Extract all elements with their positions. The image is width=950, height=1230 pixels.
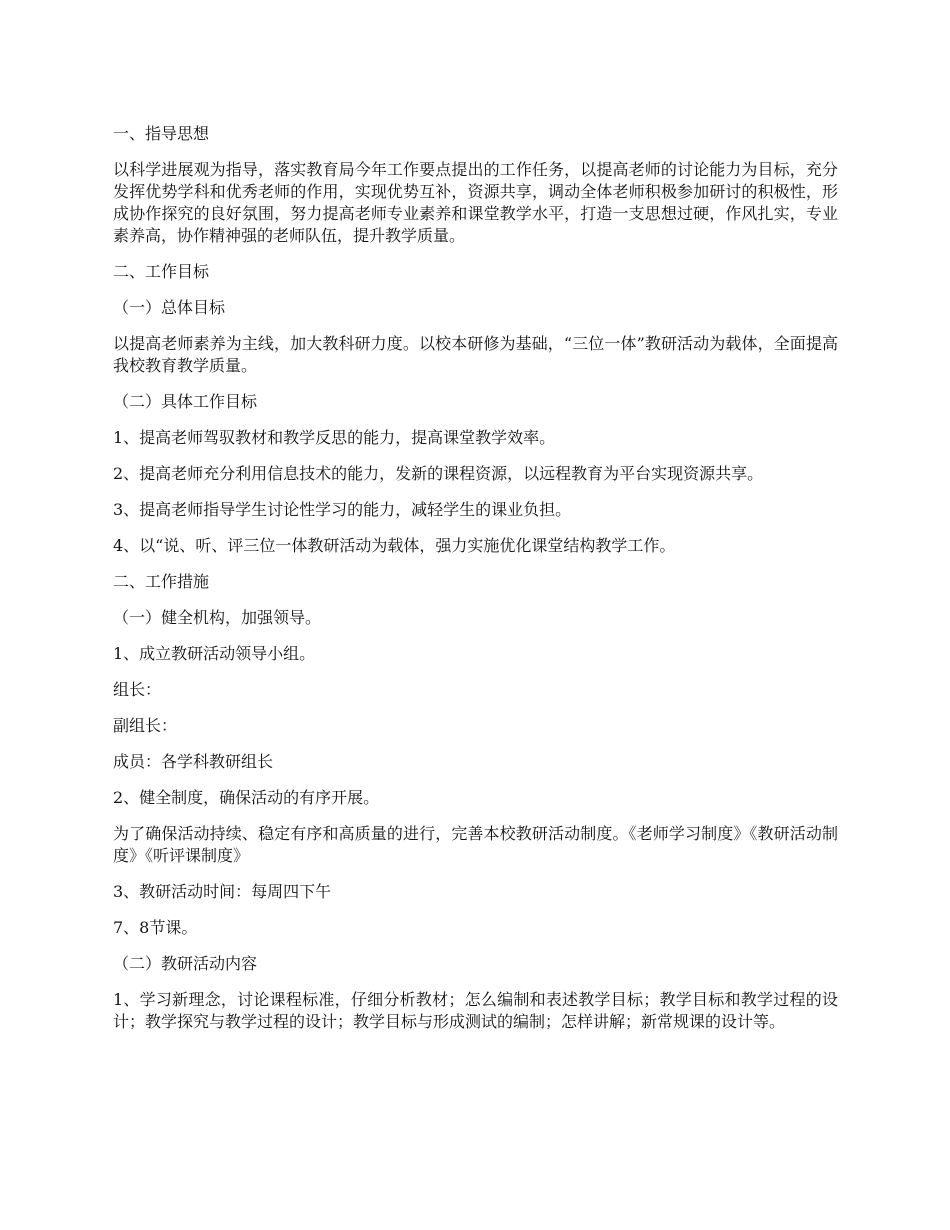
section-heading-work-goals: 二、工作目标 <box>113 262 210 281</box>
list-item-goal-3: 3、提高老师指导学生讨论性学习的能力，减轻学生的课业负担。 <box>113 500 572 519</box>
list-item-goal-4: 4、以“说、听、评三位一体教研活动为载体，强力实施优化课堂结构教学工作。 <box>113 536 676 555</box>
list-item-goal-1: 1、提高老师驾驭教材和教学反思的能力，提高课堂教学效率。 <box>113 428 556 447</box>
label-deputy-leader: 副组长： <box>113 716 178 735</box>
subheading-overall-goal: （一）总体目标 <box>113 298 226 317</box>
list-item-content-1: 1、学习新理念，讨论课程标准，仔细分析教材；怎么编制和表述教学目标；教学目标和教学过程的设计；教学探究与教学过程的设计；教学目标与形成测试的编制；怎样讲解；新常规课的设计等。 <box>113 990 838 1031</box>
list-item-goal-2: 2、提高老师充分利用信息技术的能力，发新的课程资源，以远程教育为平台实现资源共享。 <box>113 464 764 483</box>
label-members: 成员：各学科教研组长 <box>113 752 274 771</box>
paragraph-overall-goal: 以提高老师素养为主线，加大教科研力度。以校本研修为基础，“三位一体”教研活动为载体，全面提高我校教育教学质量。 <box>113 334 838 375</box>
paragraph-system: 为了确保活动持续、稳定有序和高质量的进行，完善本校教研活动制度。《老师学习制度》《教研活动制度》《听评课制度》 <box>113 824 838 865</box>
label-group-leader: 组长： <box>113 680 162 699</box>
list-item-system: 2、健全制度，确保活动的有序开展。 <box>113 788 380 807</box>
document-page <box>113 123 838 1047</box>
section-heading-guiding-ideology: 一、指导思想 <box>113 124 210 143</box>
subheading-activity-content: （二）教研活动内容 <box>113 954 258 973</box>
list-item-activity-time: 3、教研活动时间：每周四下午 <box>113 882 332 901</box>
subheading-specific-goals: （二）具体工作目标 <box>113 392 258 411</box>
section-heading-work-measures: 二、工作措施 <box>113 572 210 591</box>
list-item-periods: 7、8节课。 <box>113 918 198 937</box>
list-item-leadership-group: 1、成立教研活动领导小组。 <box>113 644 316 663</box>
paragraph-guiding-ideology: 以科学进展观为指导，落实教育局今年工作要点提出的工作任务，以提高老师的讨论能力为目标，充分发挥优势学科和优秀老师的作用，实现优势互补，资源共享，调动全体老师积极参加研讨的积极性，形成协作探究的良好氛围，努力提高老师专业素养和课堂教学水平，打造一支思想过硬，作风扎实，专业素养高，协作精神强的老师队伍，提升教学质量。 <box>113 160 838 245</box>
subheading-organization: （一）健全机构，加强领导。 <box>113 608 322 627</box>
